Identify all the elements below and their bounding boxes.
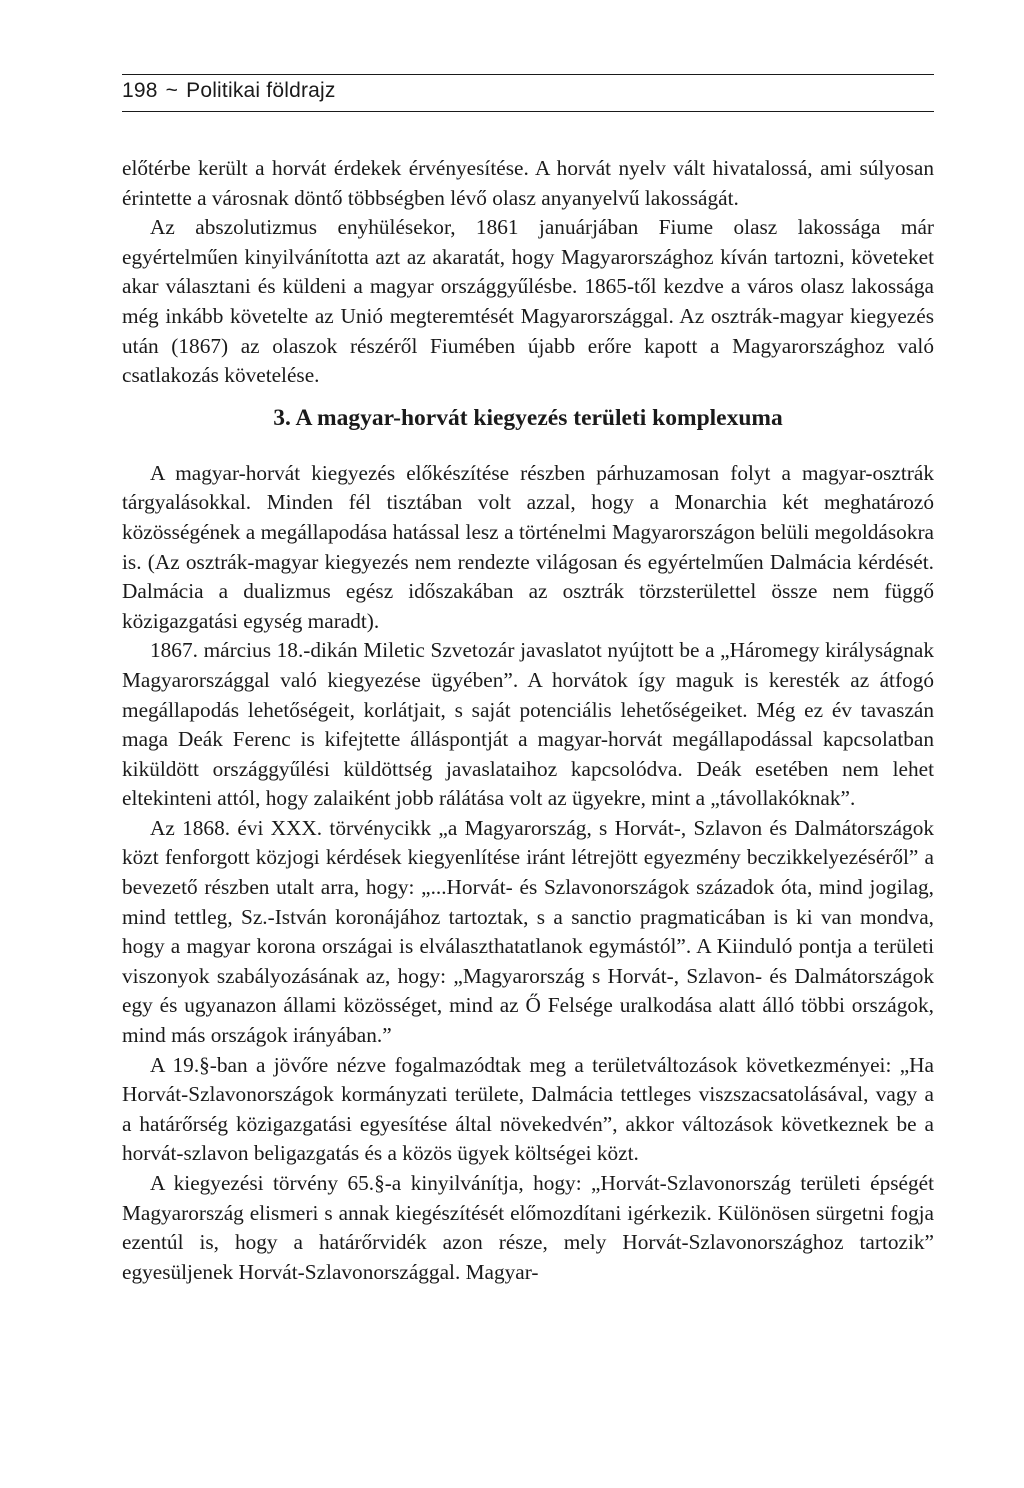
running-header: [122, 74, 934, 112]
page-number: 198: [122, 79, 158, 102]
paragraph-6: A 19.§-ban a jövőre nézve fogalmazódtak meg a területváltozások következményei: „Ha Horvát-Szlavonországok kormányzati területe, Dalmácia tettleges viszszacsatolásával, vagy a a határőrség közigazgatási egyesítése által növekedvén”, akkor változások következnek be a horvát-szlavon beligazgatás és a közös ügyek költségei közt.: [122, 1052, 934, 1166]
running-title: Politikai földrajz: [186, 79, 336, 102]
paragraph-1: előtérbe került a horvát érdekek érvényesítése. A horvát nyelv vált hivatalossá, ami súlyosan érintette a városnak döntő többségben lévő olasz anyanyelvű lakosságát.: [122, 156, 934, 210]
paragraph-4: 1867. március 18.-dikán Miletic Szvetozár javaslatot nyújtott be a „Háromegy királyságnak Magyarországgal való kiegyezése ügyében”. A horvátok így maguk is keresték az átfogó megállapodás lehetőségeit, korlátjait, s saját potenciális lehetőségeiket. Még ez év tavaszán maga Deák Ferenc is kifejtette álláspontját a magyar-horvát megállapodással kapcsolatban kiküldött országgyűlési küldöttség javaslataihoz kapcsolódva. Deák esetében nem lehet eltekinteni attól, hogy zalaiként jobb rálátása volt az ügyekre, mint a „távollakóknak”.: [122, 638, 934, 811]
section-heading: 3. A magyar-horvát kiegyezés területi komplexuma: [273, 404, 783, 431]
paragraph-7: A kiegyezési törvény 65.§-a kinyilvánítja, hogy: „Horvát-Szlavonország területi épségét Magyarország elismeri s annak kiegészítését előmozdítani igérkezik. Különösen sürgetni fogja ezentúl is, hogy a határőrvidék azon része, mely Horvát-Szlavonországhoz tartozik” egyesüljenek Horvát-Szlavonországgal. Magyar-: [122, 1171, 934, 1284]
paragraph-2: Az abszolutizmus enyhülésekor, 1861 januárjában Fiume olasz lakossága már egyértelműen kinyilvánította azt az akaratát, hogy Magyarországhoz kíván tartozni, követeket akar választani és küldeni a magyar országgyűlésbe. 1865-től kezdve a város olasz lakossága még inkább követelte az Unió megteremtését Magyarországgal. Az osztrák-magyar kiegyezés után (1867) az olaszok részéről Fiumében újabb erőre kapott a Magyarországhoz való csatlakozás követelése.: [122, 215, 934, 388]
header-separator: ~: [165, 79, 179, 102]
body-text: [122, 154, 934, 1287]
paragraph-3: A magyar-horvát kiegyezés előkészítése részben párhuzamosan folyt a magyar-osztrák tárgyalásokkal. Minden fél tisztában volt azzal, hogy a Monarchia két meghatározó közösségének a megállapodása hatással lesz a történelmi Magyarországon belüli megoldásokra is. (Az osztrák-magyar kiegyezés nem rendezte világosan és egyértelműen Dalmácia kérdését. Dalmácia a dualizmus egész időszakában az osztrák törzsterülettel össze nem függő közigazgatási egység maradt).: [122, 460, 934, 633]
header-text: [122, 79, 336, 103]
paragraph-5: Az 1868. évi XXX. törvénycikk „a Magyarország, s Horvát-, Szlavon és Dalmátországok közt fenforgott közjogi kérdések kiegyenlítése iránt létrejött egyezmény beczikkelyezéséről” a bevezető részben utalt arra, hogy: „...Horvát- és Szlavonországok századok óta, mind jogilag, mind tettleg, Sz.-István koronájához tartoztak, s a sanctio pragmaticában is ki van mondva, hogy a magyar korona országai is elválaszthatatlanok egymástól”. A Kiinduló pontja a területi viszonyok szabályozásának az, hogy: „Magyarország s Horvát-, Szlavon- és Dalmátországok egy és ugyanazon állami közösséget, mind az Ő Felsége uralkodása alatt álló többi országok, mind más országok irányában.”: [122, 815, 934, 1048]
